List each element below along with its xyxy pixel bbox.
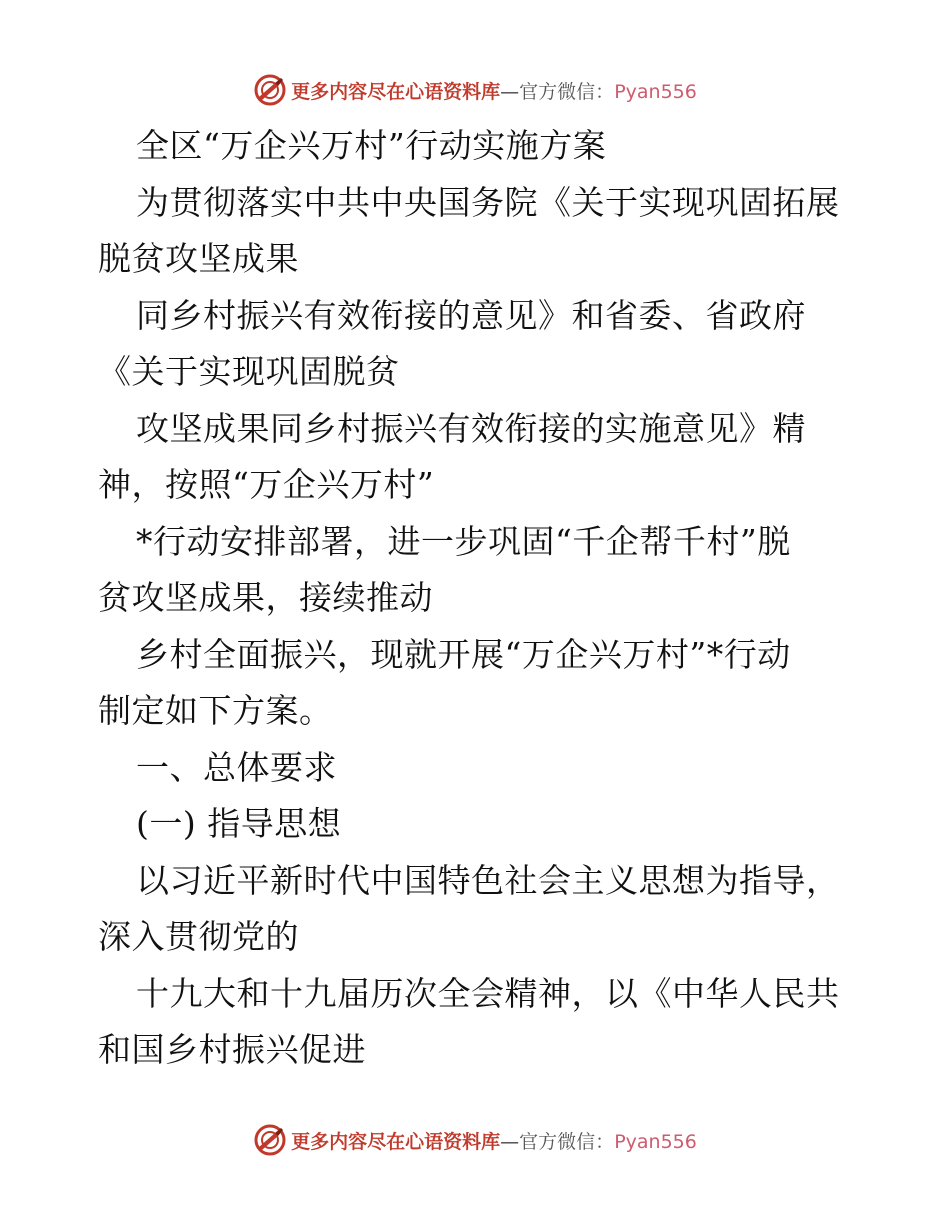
watermark-prefix: 更多内容尽在心语资料库 — [291, 80, 501, 103]
watermark-official-label: 官方微信： — [519, 1130, 615, 1153]
document-line: *行动安排部署，进一步巩固“千企帮千村”脱 — [136, 521, 791, 561]
document-line: 制定如下方案。 — [98, 691, 333, 730]
watermark-text — [291, 1127, 697, 1154]
document-line: 攻坚成果同乡村振兴有效衔接的实施意见》精 — [136, 408, 806, 448]
document-line: 神，按照“万企兴万村” — [98, 465, 435, 504]
document-line: 以习近平新时代中国特色社会主义思想为指导， — [136, 860, 840, 900]
document-line: 十九大和十九届历次全会精神，以《中华人民共 — [136, 973, 840, 1013]
watermark-dash: — — [500, 80, 520, 103]
document-body — [98, 118, 868, 1079]
watermark-text — [291, 77, 697, 104]
document-line: 同乡村振兴有效衔接的意见》和省委、省政府 — [136, 295, 806, 335]
watermark-prefix: 更多内容尽在心语资料库 — [291, 1130, 501, 1153]
document-line: 深入贯彻党的 — [98, 917, 299, 956]
watermark-dash: — — [500, 1130, 520, 1153]
document-line: (一) 指导思想 — [136, 804, 342, 843]
brand-logo-icon — [253, 1123, 287, 1157]
document-line: 全区“万企兴万村”行动实施方案 — [136, 126, 607, 165]
document-line: 和国乡村振兴促进 — [98, 1030, 366, 1069]
document-line: 为贯彻落实中共中央国务院《关于实现巩固拓展 — [136, 182, 840, 222]
header-watermark — [253, 73, 697, 107]
document-line: 《关于实现巩固脱贫 — [98, 352, 400, 391]
footer-watermark-banner — [0, 1120, 950, 1160]
document-line: 脱贫攻坚成果 — [98, 239, 299, 278]
document-line: 一、总体要求 — [136, 747, 337, 787]
header-watermark-banner — [0, 70, 950, 110]
document-line: 贫攻坚成果，接续推动 — [98, 578, 433, 617]
watermark-official-label: 官方微信： — [519, 80, 615, 103]
footer-watermark — [253, 1123, 697, 1157]
watermark-account: Pyan556 — [614, 80, 697, 103]
watermark-account: Pyan556 — [614, 1130, 697, 1153]
brand-logo-icon — [253, 73, 287, 107]
document-line: 乡村全面振兴，现就开展“万企兴万村”*行动 — [136, 634, 791, 674]
